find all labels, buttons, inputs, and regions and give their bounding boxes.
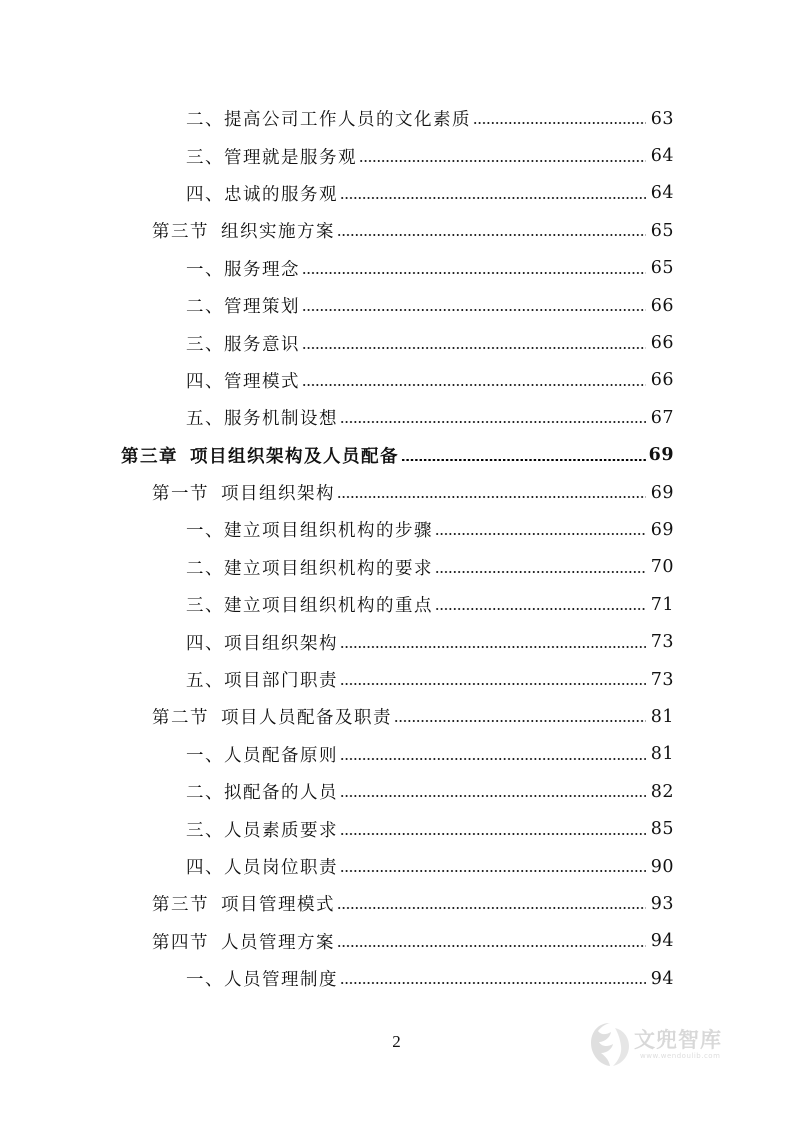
toc-entry[interactable] (0, 474, 793, 511)
toc-entry-title: 人员岗位职责 (224, 858, 338, 878)
toc-entry[interactable] (0, 773, 793, 810)
dot-leader (435, 608, 646, 610)
toc-entry-number: 一、 (186, 259, 224, 280)
toc-entry-page: 94 (650, 968, 674, 989)
toc-entry-number: 二、 (186, 558, 224, 579)
toc-entry[interactable] (0, 100, 793, 137)
toc-entry-title: 人员管理方案 (221, 932, 335, 953)
toc-entry-title: 项目人员配备及职责 (221, 708, 392, 729)
toc-entry-page: 70 (650, 557, 674, 578)
toc-entry-heading (186, 555, 433, 580)
toc-entry-number: 第三章 (121, 446, 178, 467)
dot-leader (340, 646, 646, 648)
dot-leader (302, 309, 646, 311)
toc-entry-number: 第三节 (152, 222, 209, 243)
toc-entry-title: 人员配备原则 (224, 745, 338, 766)
toc-entry-title: 服务机制设想 (224, 409, 338, 430)
toc-entry[interactable] (0, 586, 793, 623)
toc-entry-number: 三、 (186, 596, 224, 617)
toc-entry-number: 二、 (186, 297, 224, 318)
toc-entry-heading (186, 854, 338, 879)
toc-entry[interactable] (0, 698, 793, 735)
toc-entry-heading (186, 106, 471, 131)
toc-entry-title: 项目组织架构 (224, 633, 338, 654)
toc-entry-title: 项目管理模式 (221, 895, 335, 916)
toc-entry-page: 90 (650, 856, 674, 877)
toc-entry[interactable] (0, 175, 793, 212)
dot-leader (337, 234, 646, 236)
toc-entry-heading (186, 293, 300, 318)
toc-entry-page: 63 (650, 108, 674, 129)
toc-entry-page: 65 (650, 258, 674, 279)
watermark-brand: 文兜智库 (634, 1028, 722, 1052)
toc-entry-number: 三、 (186, 147, 224, 168)
toc-entry-heading (186, 181, 338, 206)
toc-entry-heading (186, 592, 433, 617)
dot-leader (337, 496, 646, 498)
toc-entry-number: 四、 (186, 371, 224, 392)
toc-entry-number: 五、 (186, 409, 224, 430)
toc-entry[interactable] (0, 362, 793, 399)
toc-entry-number: 四、 (186, 184, 224, 205)
toc-entry-title: 人员素质要求 (224, 820, 338, 841)
toc-entry-heading (186, 256, 300, 281)
toc-entry[interactable] (0, 661, 793, 698)
toc-entry-page: 71 (650, 594, 674, 615)
toc-entry-page: 66 (650, 370, 674, 391)
toc-entry-title: 提高公司工作人员的文化素质 (224, 110, 471, 131)
toc-entry-number: 四、 (186, 858, 224, 878)
toc-entry-page: 73 (650, 632, 674, 653)
toc-entry-page: 82 (650, 781, 674, 802)
toc-entry-title: 建立项目组织机构的重点 (224, 596, 433, 617)
toc-entry-page: 69 (650, 482, 674, 503)
toc-entry-title: 服务意识 (224, 334, 300, 355)
toc-entry-heading (186, 144, 357, 169)
toc-entry[interactable] (0, 810, 793, 847)
toc-entry-heading (186, 331, 300, 356)
toc-entry-heading (186, 405, 338, 430)
toc-entry-heading (186, 517, 433, 542)
toc-entry-heading (152, 891, 335, 916)
toc-entry-number: 第二节 (152, 708, 209, 729)
dot-leader (394, 720, 646, 722)
toc-entry-page: 81 (650, 706, 674, 727)
toc-entry-title: 拟配备的人员 (224, 783, 338, 804)
dot-leader (340, 833, 646, 835)
toc-entry-number: 第四节 (152, 932, 209, 953)
toc-entry-heading (152, 929, 335, 954)
toc-entry-title: 服务理念 (224, 259, 300, 280)
dot-leader (337, 907, 646, 909)
watermark (588, 1018, 758, 1074)
toc-entry-page: 69 (648, 445, 674, 466)
toc-entry[interactable] (0, 960, 793, 997)
toc-entry-number: 一、 (186, 970, 224, 991)
toc-entry[interactable] (0, 437, 793, 474)
dot-leader (359, 160, 646, 162)
toc-entry-page: 66 (650, 333, 674, 354)
toc-entry-page: 65 (650, 220, 674, 241)
dot-leader (340, 795, 646, 797)
toc-entry-heading (186, 779, 338, 804)
dot-leader (401, 459, 646, 461)
dot-leader (302, 384, 646, 386)
toc-entry[interactable] (0, 623, 793, 660)
toc-entry-heading (186, 966, 338, 991)
toc-entry[interactable] (0, 212, 793, 249)
toc-entry-heading (186, 817, 338, 842)
toc-entry-number: 四、 (186, 633, 224, 654)
dot-leader (340, 758, 646, 760)
toc-entry-number: 二、 (186, 110, 224, 131)
toc-entry-heading (186, 742, 338, 767)
toc-entry-title: 人员管理制度 (224, 970, 338, 991)
toc-entry-title: 组织实施方案 (221, 222, 335, 243)
toc-entry[interactable] (0, 885, 793, 922)
toc-entry-page: 64 (650, 183, 674, 204)
dot-leader (302, 272, 646, 274)
toc-entry[interactable] (0, 511, 793, 548)
toc-entry-title: 忠诚的服务观 (224, 184, 338, 205)
toc-entry-number: 一、 (186, 745, 224, 766)
toc-entry-heading (186, 368, 300, 393)
toc-entry-title: 项目部门职责 (224, 671, 338, 692)
toc-entry-heading (186, 630, 338, 655)
watermark-url: www.wendoulib.com (640, 1052, 721, 1060)
toc-entry-heading (152, 480, 335, 505)
toc-entry-title: 建立项目组织机构的步骤 (224, 521, 433, 542)
toc-entry-page: 94 (650, 931, 674, 952)
toc-entry-title: 管理模式 (224, 371, 300, 392)
toc-entry[interactable] (0, 287, 793, 324)
toc-entry[interactable] (0, 923, 793, 960)
toc-entry-page: 93 (650, 893, 674, 914)
toc-entry-number: 三、 (186, 820, 224, 841)
toc-entry-number: 第一节 (152, 484, 209, 505)
toc-entry-page: 85 (650, 819, 674, 840)
toc-entry[interactable] (0, 736, 793, 773)
toc-entry[interactable] (0, 848, 793, 885)
toc-entry-heading (152, 704, 392, 729)
dot-leader (340, 421, 646, 423)
page-number: 2 (392, 1032, 401, 1051)
toc-entry-page: 69 (650, 519, 674, 540)
toc-entry-number: 五、 (186, 671, 224, 692)
dot-leader (302, 347, 646, 349)
toc-entry-page: 73 (650, 669, 674, 690)
dot-leader (435, 533, 646, 535)
dot-leader (435, 571, 646, 573)
dot-leader (473, 122, 646, 124)
toc-entry-title: 管理策划 (224, 297, 300, 318)
toc-entry-page: 67 (650, 407, 674, 428)
toc-entry[interactable] (0, 549, 793, 586)
table-of-contents (0, 100, 793, 997)
toc-entry-page: 64 (650, 146, 674, 167)
wendou-logo-icon (588, 1020, 632, 1070)
toc-entry[interactable] (0, 324, 793, 361)
dot-leader (340, 683, 646, 685)
toc-entry-page: 81 (650, 744, 674, 765)
toc-entry-number: 二、 (186, 783, 224, 804)
toc-entry-title: 项目组织架构 (221, 484, 335, 505)
toc-entry-title: 管理就是服务观 (224, 147, 357, 168)
toc-entry-heading (121, 443, 399, 468)
toc-entry-number: 第三节 (152, 895, 209, 916)
toc-entry[interactable] (0, 137, 793, 174)
toc-entry-number: 三、 (186, 334, 224, 355)
toc-entry-heading (186, 667, 338, 692)
toc-entry-page: 66 (650, 295, 674, 316)
toc-entry-heading (152, 218, 335, 243)
toc-entry-title: 建立项目组织机构的要求 (224, 558, 433, 579)
dot-leader (340, 197, 646, 199)
toc-entry[interactable] (0, 399, 793, 436)
dot-leader (337, 945, 646, 947)
dot-leader (340, 982, 646, 984)
toc-entry-title: 项目组织架构及人员配备 (190, 446, 399, 467)
toc-entry[interactable] (0, 250, 793, 287)
dot-leader (340, 870, 646, 872)
toc-entry-number: 一、 (186, 521, 224, 542)
